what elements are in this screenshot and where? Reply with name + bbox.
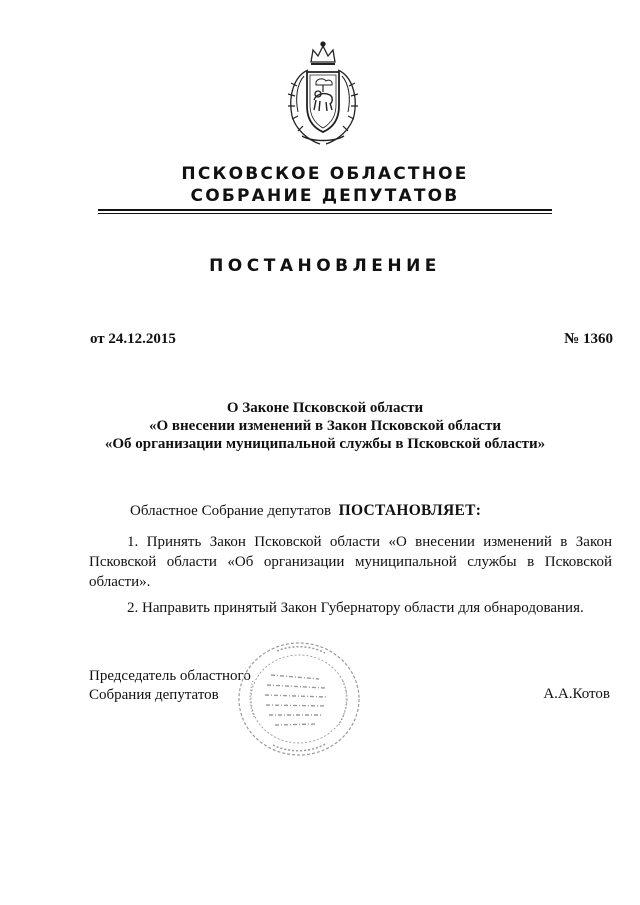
- title-line-1: О Законе Псковской области: [226, 400, 424, 416]
- signatory-name: А.А.Котов: [543, 686, 610, 702]
- organization-name-line-2: СОБРАНИЕ ДЕПУТАТОВ: [190, 186, 460, 206]
- document-title: [100, 399, 550, 453]
- coat-of-arms-emblem: [280, 40, 366, 148]
- official-seal-stamp: [233, 637, 365, 761]
- organization-name-line-1: ПСКОВСКОЕ ОБЛАСТНОЕ: [181, 164, 469, 184]
- document-number: № 1360: [564, 331, 613, 347]
- document-date: от 24.12.2015: [90, 331, 176, 347]
- signatory-role: [89, 667, 251, 705]
- signatory-role-line-1: Председатель областного: [89, 668, 251, 684]
- title-line-3: «Об организации муниципальной службы в Псковской области»: [104, 436, 546, 452]
- signatory-role-line-2: Собрания депутатов: [89, 687, 219, 703]
- resolve-keyword: ПОСТАНОВЛЯЕТ:: [338, 502, 482, 519]
- resolve-statement: [130, 502, 481, 520]
- resolution-item-2: 2. Направить принятый Закон Губернатору области для обнародования.: [127, 600, 584, 616]
- resolve-prefix: Областное Собрание депутатов: [130, 503, 332, 519]
- header-divider-thin: [98, 213, 552, 214]
- resolution-item-1: 1. Принять Закон Псковской области «О внесении изменений в Закон Псковской области «Об организации муниципальной службы в Псковской области».: [89, 534, 612, 590]
- title-line-2: «О внесении изменений в Закон Псковской области: [149, 418, 501, 434]
- header-divider-thick: [98, 209, 552, 211]
- document-type-heading: ПОСТАНОВЛЕНИЕ: [209, 256, 441, 276]
